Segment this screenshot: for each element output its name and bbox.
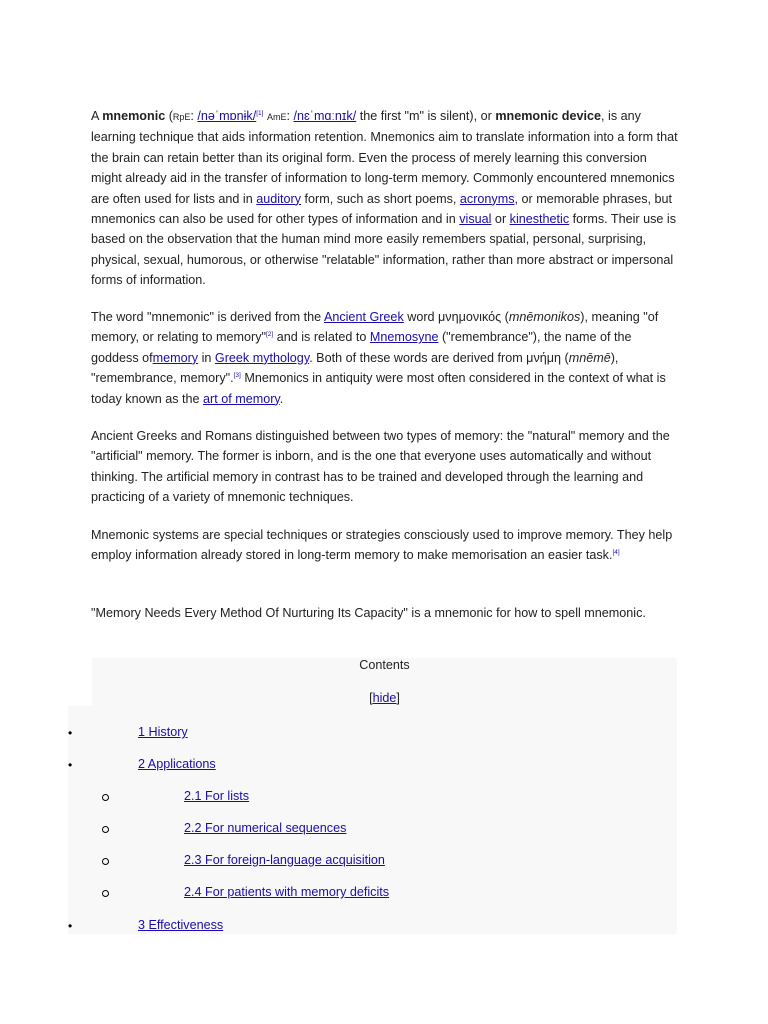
text: the first "m" is silent), or: [356, 109, 496, 123]
circle-bullet-icon: [102, 826, 109, 833]
circle-bullet-icon: [102, 858, 109, 865]
text: forms. Their use is based on the observation that the human mind more easily remembers spatial, personal, surprising, physical, sexual, humorous, or otherwise "relatable" information, rather than more abstract or impersonal forms of information.: [91, 212, 677, 288]
toc-item-numerical-sequences[interactable]: 2.2 For numerical sequences: [184, 821, 347, 835]
toc-toggle: [92, 691, 677, 705]
text: ("remembrance"), the name of the goddess of: [91, 330, 632, 365]
bullet-icon: •: [68, 919, 73, 933]
text: ), meaning "of memory, or relating to memory": [91, 310, 659, 345]
link-acronyms[interactable]: acronyms: [459, 191, 515, 206]
ame-pronunciation-link[interactable]: /nɛˈmɑːnɪk/: [293, 109, 357, 123]
link-greek-mythology[interactable]: Greek mythology: [214, 350, 310, 365]
citation-2[interactable]: [2]: [266, 331, 274, 339]
spelling-mnemonic-paragraph: "Memory Needs Every Method Of Nurturing Its Capacity" is a mnemonic for how to spell mnemonic.: [91, 606, 646, 620]
citation-3[interactable]: [3]: [233, 372, 241, 380]
bracket: ]: [396, 691, 400, 705]
memory-types-paragraph: Ancient Greeks and Romans distinguished between two types of memory: the "natural" memory and the "artificial" memory. The former is inborn, and is the one that everyone uses automatically and without thinking. The artificial memory in contrast has to be trained and developed through the learning and practicing of a variety of mnemonic techniques.: [91, 429, 670, 505]
bracket: [: [369, 691, 373, 705]
toc-item-memory-deficits[interactable]: 2.4 For patients with memory deficits: [184, 885, 390, 899]
toc-title: Contents: [359, 658, 410, 672]
ame-label: AmE: [266, 112, 287, 122]
citation-1[interactable]: [1]: [256, 110, 264, 117]
toc-item-applications[interactable]: 2 Applications: [138, 757, 216, 771]
link-ancient-greek[interactable]: Ancient Greek: [323, 310, 404, 324]
text: , is any learning technique that aids information retention. Mnemonics aim to translate information into a form that the brain can retain better than its original form. Even the process of merely learning this conversion might already aid in the transfer of information to long-term memory. Commonly encountered mnemonics are often used for lists and in: [91, 109, 678, 206]
mnemonic-systems-paragraph: [91, 525, 681, 566]
link-visual[interactable]: visual: [459, 212, 492, 227]
toc-item-for-lists[interactable]: 2.1 For lists: [184, 789, 250, 803]
text: . Both of these words are derived from μνήμη (: [309, 350, 569, 365]
toc-hide-link[interactable]: hide: [372, 691, 397, 705]
link-kinesthetic[interactable]: kinesthetic: [509, 212, 570, 227]
link-auditory[interactable]: auditory: [256, 191, 302, 206]
text: (: [165, 109, 173, 123]
text: , or memorable phrases, but mnemonics can also be used for other types of information and in: [91, 191, 673, 227]
text: A: [91, 109, 103, 123]
toc-item-history[interactable]: 1 History: [138, 725, 188, 739]
toc-list-background: [68, 706, 92, 934]
greek-transliteration: mnēmonikos: [508, 310, 581, 324]
circle-bullet-icon: [102, 890, 109, 897]
etymology-paragraph: [91, 307, 681, 409]
intro-paragraph: [91, 106, 681, 291]
link-art-of-memory[interactable]: art of memory: [203, 391, 280, 406]
toc-item-effectiveness[interactable]: 3 Effectiveness: [138, 918, 224, 932]
text: Mnemonics in antiquity were most often considered in the context of what is today known as the: [91, 371, 666, 406]
table-of-contents: [68, 658, 677, 934]
rpe-pronunciation-link[interactable]: /nəˈmɒnɨk/: [197, 109, 257, 123]
circle-bullet-icon: [102, 794, 109, 801]
toc-item-foreign-language[interactable]: 2.3 For foreign-language acquisition: [184, 853, 385, 867]
link-mnemosyne[interactable]: Mnemosyne: [369, 330, 439, 345]
text: form, such as short poems,: [301, 191, 460, 206]
text: Mnemonic systems are special techniques or strategies consciously used to improve memory. They help employ information already stored in long-term memory to make memorisation an easier task.: [91, 528, 673, 563]
rpe-label: RpE: [172, 112, 191, 122]
text: .: [279, 391, 284, 406]
text: and is related to: [273, 330, 370, 345]
bullet-icon: •: [68, 726, 73, 740]
term-mnemonic-device: mnemonic device: [495, 109, 602, 123]
citation-4[interactable]: [4]: [612, 549, 620, 557]
text: The word "mnemonic" is derived from the: [91, 310, 324, 324]
greek-transliteration: mnēmē: [568, 350, 611, 365]
link-memory[interactable]: memory: [152, 350, 199, 365]
text: or: [491, 212, 510, 227]
text: word μνημονικός (: [403, 310, 509, 324]
text: ), "remembrance, memory".: [91, 350, 619, 386]
text: :: [286, 109, 294, 123]
term-mnemonic: mnemonic: [102, 109, 166, 123]
text: in: [198, 350, 215, 365]
bullet-icon: •: [68, 758, 73, 772]
text: :: [190, 109, 198, 123]
